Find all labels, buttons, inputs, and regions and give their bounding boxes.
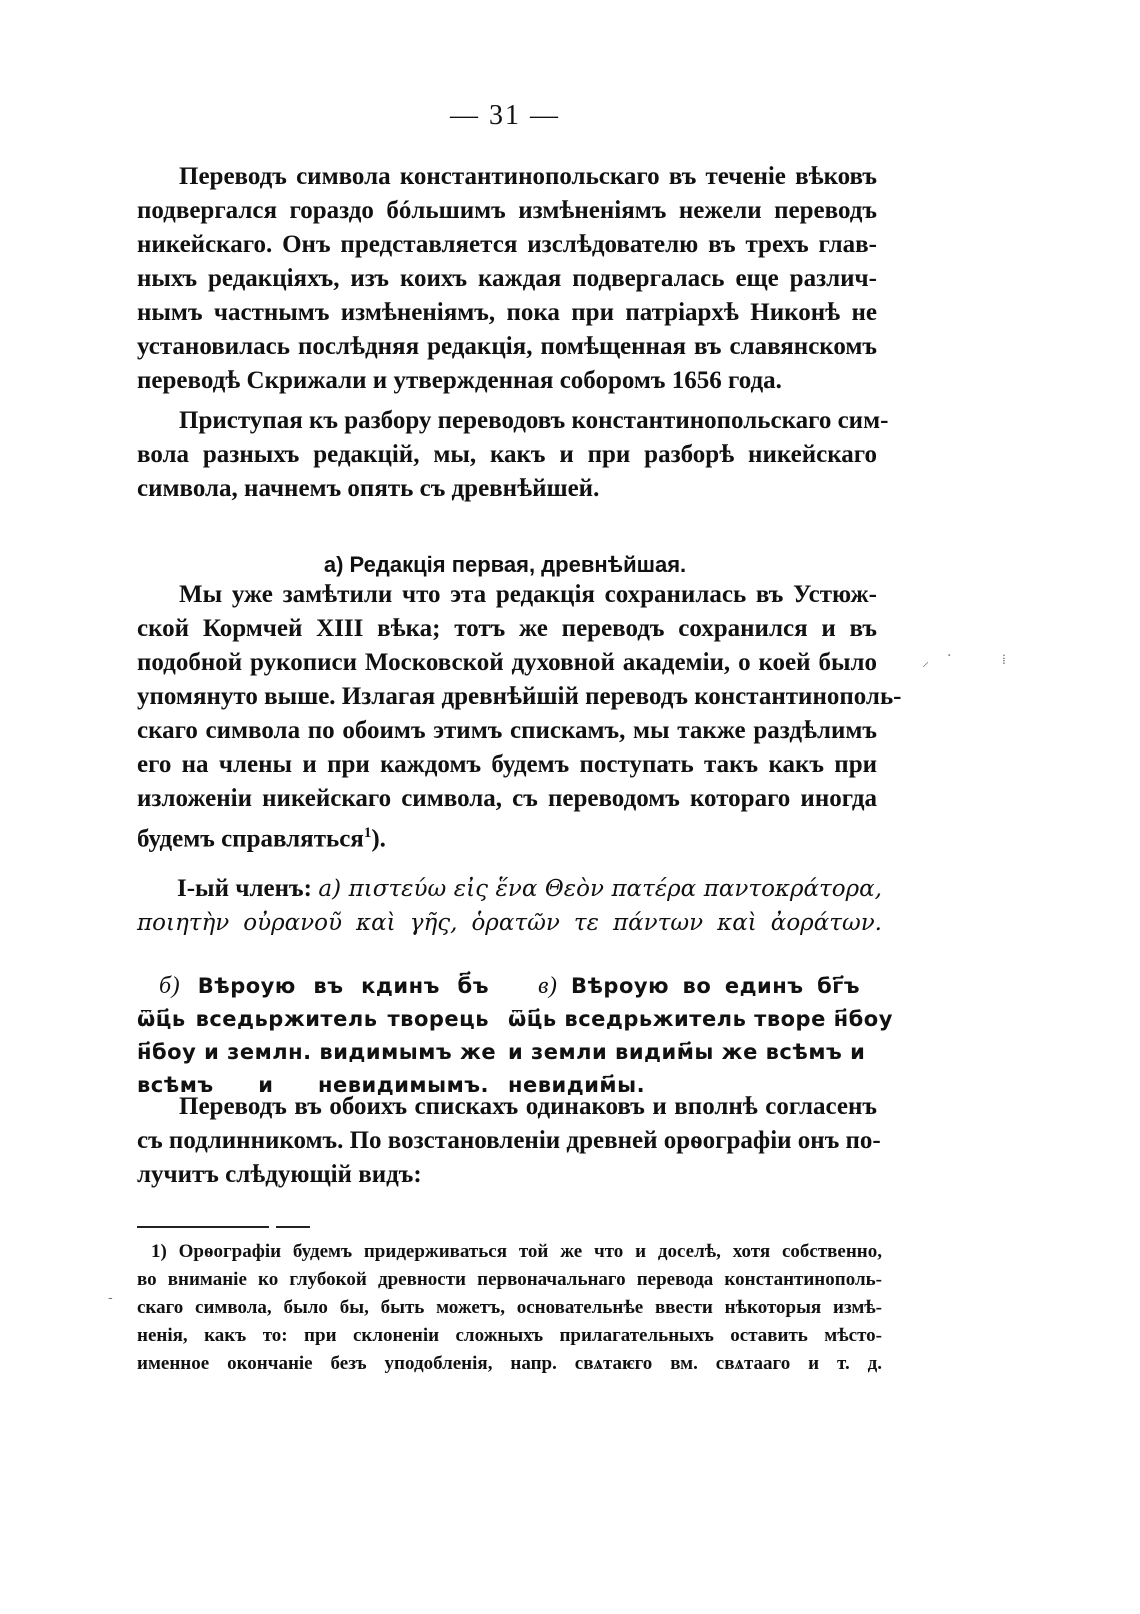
slavonic-line bbox=[508, 970, 860, 1003]
text-line: ныхъ редакціяхъ, изъ коихъ каждая подвергалась еще различ- bbox=[137, 265, 877, 292]
footnote-reference[interactable]: 1 bbox=[363, 825, 372, 841]
paragraph-4 bbox=[137, 1090, 881, 1192]
text-line: Переводъ въ обоихъ спискахъ одинаковъ и вполнѣ согласенъ bbox=[179, 1093, 877, 1120]
text-line: Приступая къ разбору переводовъ константинопольскаго сим- bbox=[179, 407, 889, 434]
text-line: символа, начнемъ опять съ древнѣйшей. bbox=[137, 475, 600, 502]
footnote-text: Орѳографіи будемъ придерживаться той же что и доселѣ, хотя собственно, bbox=[166, 1241, 882, 1262]
footnote-rule bbox=[137, 1226, 269, 1228]
footnote-line: во вниманіе ко глубокой древности первоначальнаго перевода константинополь- bbox=[137, 1269, 882, 1290]
text-line: подобной рукописи Московской духовной академіи, о коей было bbox=[137, 649, 877, 676]
text-line: переводѣ Скрижали и утвержденная соборомъ 1656 года. bbox=[137, 367, 782, 394]
paragraph-3 bbox=[137, 578, 902, 856]
text-line: упомянуто выше. Излагая древнѣйшій переводъ константинополь- bbox=[137, 683, 902, 710]
footnote-line: скаго символа, было бы, быть можетъ, основательнѣе ввести нѣкоторыя измѣ- bbox=[137, 1297, 882, 1318]
greek-member bbox=[137, 872, 882, 940]
greek-line bbox=[137, 872, 882, 906]
text-line: скаго символа по обоимъ этимъ спискамъ, мы также раздѣлимъ bbox=[137, 717, 877, 744]
slavonic-line: ѿц҃ь вседьржитель творець bbox=[137, 1007, 489, 1031]
slavonic-text: Вѣроую во единъ бг҃ъ bbox=[557, 974, 860, 998]
member-marker: a) bbox=[318, 876, 342, 902]
text-fragment: ). bbox=[371, 825, 386, 853]
text-line: Мы уже замѣтили что эта редакція сохранилась въ Устюж- bbox=[179, 581, 877, 608]
text-line: лучитъ слѣдующій видъ: bbox=[137, 1161, 422, 1188]
slavonic-line: всѣмъ и невидимымъ. bbox=[137, 1073, 489, 1097]
paragraph-1 bbox=[137, 160, 877, 398]
scan-speck: ⁞ bbox=[1002, 652, 1006, 668]
scan-speck: - bbox=[108, 1290, 113, 1306]
footnote-line: именное окончаніе безъ уподобленія, напр. свѧтаѥго вм. свѧтааго и т. д. bbox=[137, 1353, 882, 1374]
scan-speck: ⸍ bbox=[922, 660, 929, 676]
text-line: Переводъ символа константинопольскаго въ теченіе вѣковъ bbox=[179, 163, 877, 190]
text-line: изложеніи никейскаго символа, съ переводомъ котораго иногда bbox=[137, 785, 877, 812]
text-line: никейскаго. Онъ представляется изслѣдователю въ трехъ глав- bbox=[137, 231, 877, 258]
text-line: нымъ частнымъ измѣненіямъ, пока при патріархѣ Никонѣ не bbox=[137, 299, 877, 326]
page-number: — 31 — bbox=[450, 100, 560, 131]
footnote-line bbox=[137, 1238, 882, 1266]
slavonic-column-b bbox=[137, 970, 497, 1102]
slavonic-line: ѿц҃ь вседрьжитель творе н҃боу bbox=[508, 1007, 893, 1031]
slavonic-column-v bbox=[508, 970, 893, 1102]
greek-line: ποιητὴν οὐρανοῦ καὶ γῆς, ὁρατῶν τε πάντων καὶ ἀοράτων. bbox=[137, 910, 882, 936]
slavonic-line: невидим҃ы. bbox=[508, 1073, 646, 1097]
text-line: установилась послѣдняя редакція, помѣщенная въ славянскомъ bbox=[137, 333, 877, 360]
slavonic-text: Вѣроую въ кдинъ б҃ъ bbox=[180, 974, 489, 998]
text-line: подвергался гораздо бóльшимъ измѣненіямъ нежели переводъ bbox=[137, 197, 877, 224]
slavonic-line: и земли видим҃ы же всѣмъ и bbox=[508, 1040, 866, 1064]
column-marker: б) bbox=[159, 973, 181, 999]
text-fragment: будемъ справляться bbox=[137, 825, 364, 853]
text-line: вола разныхъ редакцій, мы, какъ и при разборѣ никейскаго bbox=[137, 441, 877, 468]
text-line: его на члены и при каждомъ будемъ поступать такъ какъ при bbox=[137, 751, 877, 778]
scan-speck: · bbox=[947, 648, 952, 664]
section-heading: a) Редакція первая, древнѣйшая. bbox=[323, 552, 687, 577]
text-line: ской Кормчей XIII вѣка; тотъ же переводъ сохранился и въ bbox=[137, 615, 877, 642]
slavonic-line bbox=[137, 970, 489, 1003]
text-line: съ подлинникомъ. По возстановленіи древней орѳографіи онъ по- bbox=[137, 1127, 881, 1154]
member-label: I-ый членъ: bbox=[177, 875, 319, 902]
footnote-rule bbox=[276, 1226, 310, 1228]
greek-text: πιστεύω εἰς ἕνα Θεὸν πατέρα παντοκράτορα, bbox=[341, 876, 882, 902]
slavonic-line: н҃боу и землн. видимымъ же bbox=[137, 1040, 497, 1064]
footnote bbox=[137, 1238, 882, 1378]
footnote-marker: 1) bbox=[151, 1241, 167, 1262]
paragraph-2 bbox=[137, 404, 889, 506]
column-marker: в) bbox=[538, 973, 558, 999]
footnote-line: ненія, какъ то: при склоненіи сложныхъ прилагательныхъ оставить мѣсто- bbox=[137, 1325, 882, 1346]
text-line bbox=[137, 816, 877, 856]
